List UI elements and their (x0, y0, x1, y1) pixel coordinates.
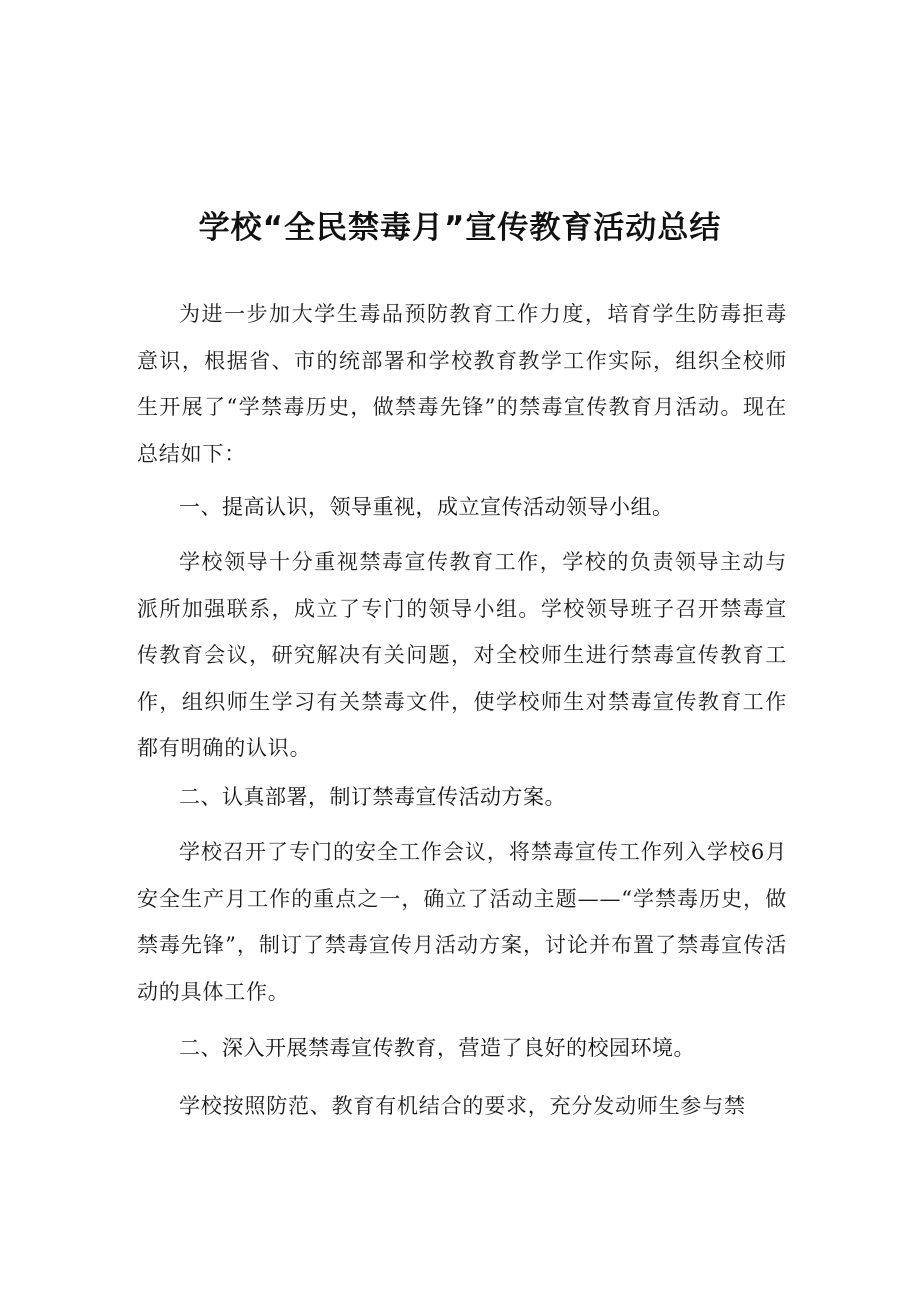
section-2-paragraph: 学校召开了专门的安全工作会议，将禁毒宣传工作列入学校6月安全生产月工作的重点之一，确立了活动主题——“学禁毒历史，做禁毒先锋”，制订了禁毒宣传月活动方案，讨论并布置了禁毒宣传活动的具体工作。 (137, 840, 787, 1004)
document-title: 学校“全民禁毒月”宣传教育活动总结 (198, 210, 722, 246)
section-3-paragraph: 学校按照防范、教育有机结合的要求，充分发动师生参与禁 (179, 1094, 746, 1118)
section-heading-1: 一、提高认识，领导重视，成立宣传活动领导小组。 (179, 495, 674, 519)
section-1-paragraph: 学校领导十分重视禁毒宣传教育工作，学校的负责领导主动与派所加强联系，成立了专门的领导小组。学校领导班子召开禁毒宣传教育会议，研究解决有关问题，对全校师生进行禁毒宣传教育工作，组织师生学习有关禁毒文件，使学校师生对禁毒宣传教育工作都有明确的认识。 (137, 550, 787, 760)
intro-paragraph: 为进一步加大学生毒品预防教育工作力度，培育学生防毒拒毒意识，根据省、市的统部署和学校教育教学工作实际，组织全校师生开展了“学禁毒历史，做禁毒先锋”的禁毒宣传教育月活动。现在总结如下： (137, 302, 787, 466)
section-heading-3: 二、深入开展禁毒宣传教育，营造了良好的校园环境。 (179, 1036, 695, 1060)
section-heading-2: 二、认真部署，制订禁毒宣传活动方案。 (179, 785, 566, 809)
